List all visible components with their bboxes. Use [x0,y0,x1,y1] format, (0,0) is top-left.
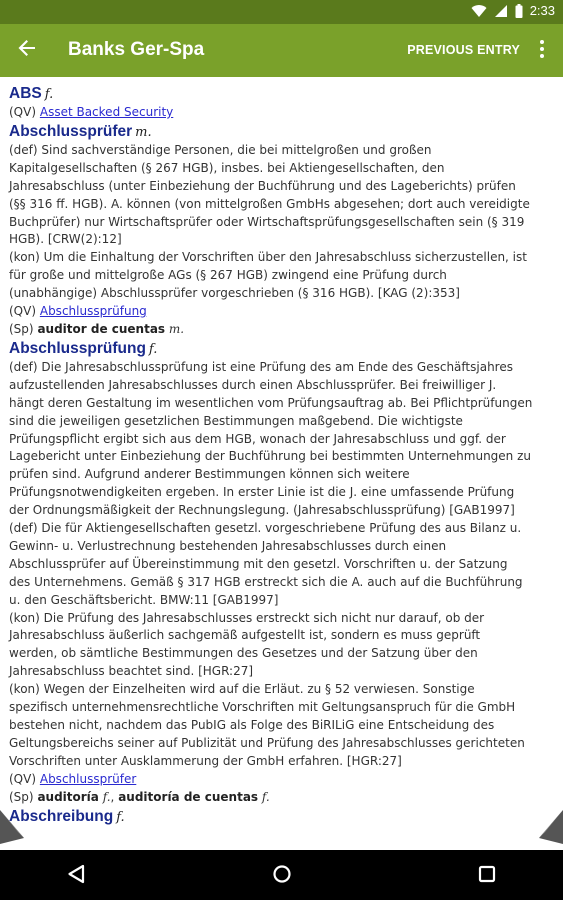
entry-abschlusspruefer [9,122,554,339]
context-line: Geltungsbereichs seiner auf Publizität und Prüfung des Jahresabschlusses gerichteten [9,735,525,750]
nav-back-button[interactable] [64,864,88,888]
definition-line: Jahresabschluss (unter Einbeziehung der Buchführung und des Lageberichts) prüfen [9,178,516,193]
definition-line: (§§ 316 ff. HGB). A. können (von mittelgroßen GmbHs abgesehen; dort auch vereidigte [9,196,530,211]
definition-line: sind die jeweiligen gesetzlichen Bestimmungen maßgebend. Die wichtigste [9,413,463,428]
context-line: (kon) Wegen der Einzelheiten wird auf die Erläut. zu § 52 verwiesen. Sonstige [9,682,475,697]
definition-line: u. den Geschäftsbericht. BMW:11 [GAB1997] [9,592,279,607]
page-curl-left[interactable] [0,810,28,844]
definition-line: aufzustellenden Jahresabschlusses durch einen Abschlussprüfer. Bei freiwilliger J. [9,377,497,392]
definition-line: Prüfungsnotwendigkeiten ergeben. In erster Linie ist die J. eine umfassende Prüfung [9,485,515,500]
definition-line: prüfen sind. Aufgrund anderer Bestimmungen können sich weitere [9,467,410,482]
context-line: für große und mittelgroße AGs (§ 267 HGB) zwingend eine Prüfung durch [9,268,447,283]
grammar-label: f. [116,809,125,825]
definition-line: des Unternehmens. Gemäß § 317 HGB erstreckt sich die A. auch auf die Buchführung [9,574,523,589]
nav-home-button[interactable] [270,864,294,888]
navigation-bar [0,850,563,900]
overflow-menu-icon [540,40,544,62]
nav-recents-button[interactable] [475,864,499,888]
app-bar [0,24,563,77]
previous-entry-button[interactable]: PREVIOUS ENTRY [407,43,520,57]
definition-line: Abschlussprüfer auf Übereinstimmung mit den gesetzl. Vorschriften u. der Satzung [9,556,508,571]
page-curl-right[interactable] [535,810,563,844]
definition-line: (def) Die Jahresabschlussprüfung ist eine Prüfung des am Ende des Geschäftsjahres [9,359,513,374]
context-line: Jahresabschluss äußerlich sachgemäß aufgestellt ist, sondern es muss geprüft [9,628,481,643]
spanish-translation: (Sp) auditoría f., auditoría de cuentas f. [9,789,270,804]
entry-abschlusspruefung [9,339,554,807]
cross-reference-link[interactable]: Asset Backed Security [39,105,174,119]
grammar-label: f. [44,87,54,102]
context-line: spezifisch unternehmensrechtliche Vorschriften mit Geltungsanspruch für die GmbH [9,700,516,715]
headword: Abschlussprüfung f. [9,339,158,357]
spanish-translation: (Sp) auditor de cuentas m. [9,321,185,336]
definition-line: Buchprüfer) nur Wirtschaftsprüfer oder Wirtschaftsprüfungsgesellschaften sein (§ 319 [9,214,525,229]
entry-abs [9,84,554,122]
cross-reference: (QV) Abschlussprüfung [9,304,147,319]
back-triangle-icon [67,864,85,888]
battery-icon [515,4,523,18]
dictionary-content[interactable] [0,77,563,825]
definition-line: (def) Die für Aktiengesellschaften gesetzl. vorgeschriebene Prüfung des aus Bilanz u. [9,521,522,536]
overflow-menu-button[interactable] [531,36,553,66]
context-line: (unabhängige) Abschlussprüfer vorgeschrieben (§ 316 HGB). [KAG (2):353] [9,286,460,301]
definition-line: hängt deren Gestaltung im wesentlichen vom Prüfungsauftrag ab. Bei Pflichtprüfungen [9,395,533,410]
context-line: werden, ob sämtliche Bestimmungen des Gesetzes und der Satzung über den [9,646,478,661]
cross-reference-link[interactable]: Abschlussprüfung [39,304,147,319]
cross-reference: (QV) Asset Backed Security [9,105,174,119]
headword: ABS f. [9,85,54,102]
definition-line: der Ordnungsmäßigkeit der Rechnungslegung. (Jahresabschlussprüfung) [GAB1997] [9,503,515,518]
definition-line: Lagebericht unter Einbeziehung der Buchführung bei bestimmten Unternehmungen zu [9,449,532,464]
status-bar [0,0,563,24]
context-line: (kon) Um die Einhaltung der Vorschriften über den Jahresabschluss sicherzustellen, ist [9,250,527,265]
headword: Abschreibung f. [9,807,125,825]
cross-reference: (QV) Abschlussprüfer [9,771,137,786]
cross-reference-link[interactable]: Abschlussprüfer [39,771,137,786]
context-line: Jahresabschluss beachtet sind. [HGR:27] [9,664,254,679]
back-button[interactable] [10,33,44,67]
definition-line: Gewinn- u. Verlustrechnung bestehenden Jahresabschlusses durch einen [9,538,447,553]
home-circle-icon [272,864,292,888]
context-line: Vorschriften unter Ausklammerung der GmbH erfahren. [HGR:27] [9,753,402,768]
headword: Abschlussprüfer m. [9,122,152,140]
definition-line: HGB). [CRW(2):12] [9,232,122,247]
signal-icon [494,4,508,18]
definition-line: Kapitalgesellschaften (§ 267 HGB), insbes. bei Aktiengesellschaften, den [9,160,445,175]
app-title: Banks Ger-Spa [68,39,205,60]
grammar-label: m. [135,124,152,140]
grammar-label: f. [148,341,158,357]
context-line: bestehen nicht, nachdem das PubIG als Folge des BiRILiG eine Entscheidung des [9,718,495,732]
definition-line: Prüfungspflicht ergibt sich aus dem HGB, wonach der Jahresabschluss und ggf. der [9,431,506,446]
entry-abschreibung [9,807,554,827]
status-time: 2:33 [529,3,555,18]
back-arrow-icon [18,39,36,61]
recents-square-icon [478,865,496,887]
definition-line: (def) Sind sachverständige Personen, die bei mittelgroßen und großen [9,142,432,157]
wifi-icon [471,4,487,18]
context-line: (kon) Die Prüfung des Jahresabschlusses erstreckt sich nicht nur darauf, ob der [9,610,485,625]
